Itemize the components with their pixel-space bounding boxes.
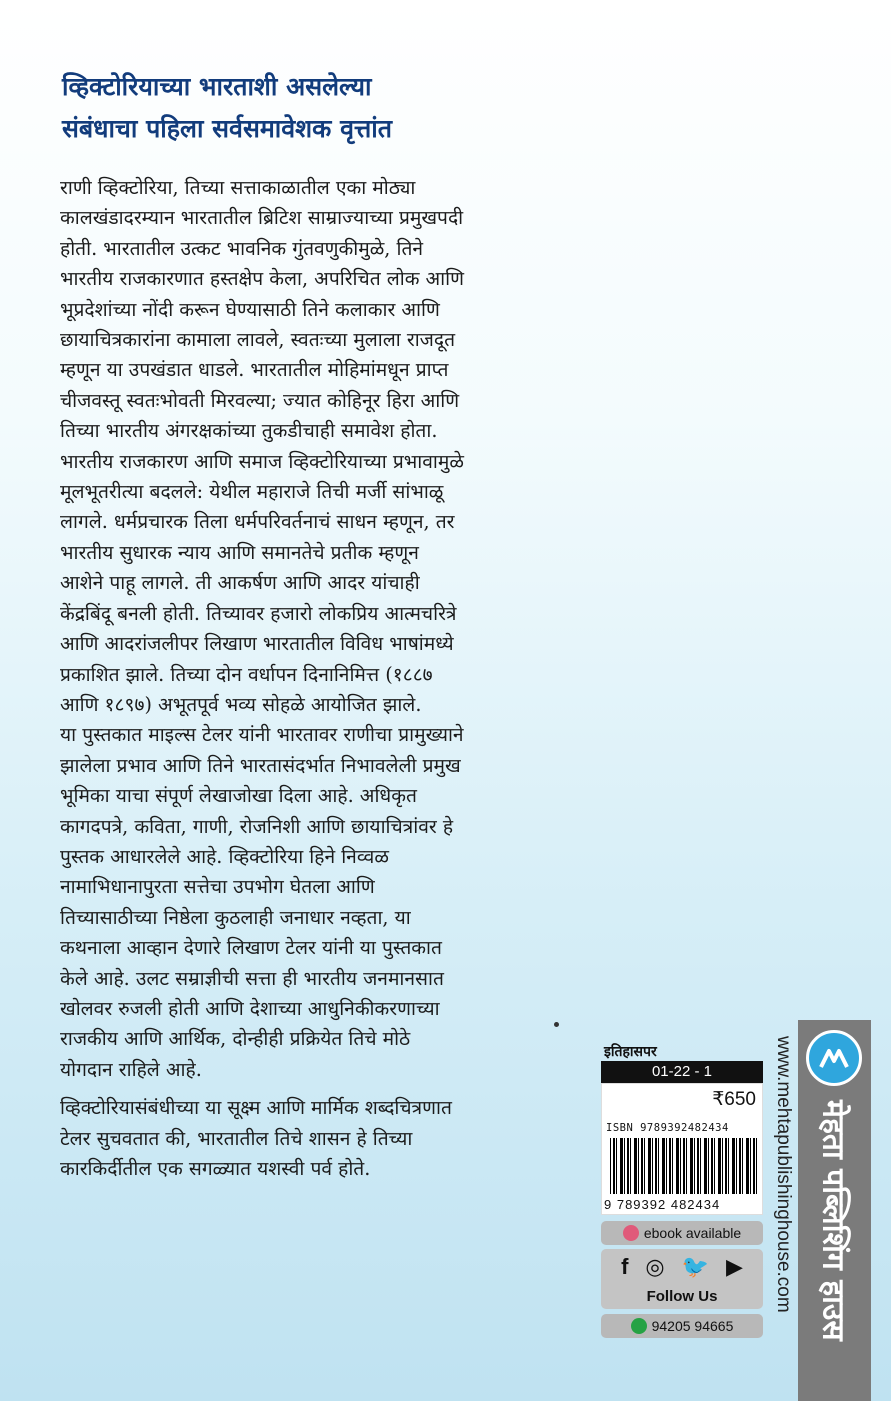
heading-line-1: व्हिक्टोरियाच्या भारताशी असलेल्या xyxy=(62,72,372,101)
closing-line: कारकिर्दीतील एक सगळ्यात यशस्वी पर्व होते. xyxy=(60,1157,371,1180)
blurb-body xyxy=(60,173,600,1184)
ebook-label: ebook available xyxy=(643,1225,742,1241)
price: ₹650 xyxy=(712,1089,756,1110)
body-line: खोलवर रुजली होती आणि देशाच्या आधुनिकीकरणाच्या xyxy=(60,996,440,1020)
closing-line: टेलर सुचवतात की, भारतातील तिचे शासन हे तिच्या xyxy=(60,1126,413,1150)
body-line: लागले. धर्मप्रचारक तिला धर्मपरिवर्तनाचं साधन म्हणून, तर xyxy=(60,510,455,534)
youtube-icon[interactable]: ▶ xyxy=(726,1255,743,1280)
ink-dot xyxy=(554,1022,559,1027)
barcode-number: 9 789392 482434 xyxy=(604,1197,721,1212)
instagram-icon[interactable]: ◎ xyxy=(645,1255,665,1280)
body-line: भूप्रदेशांच्या नोंदी करून घेण्यासाठी तिने कलाकार आणि xyxy=(60,297,440,321)
body-line: पुस्तक आधारलेले आहे. व्हिक्टोरिया हिने निव्वळ xyxy=(60,844,389,868)
genre-label: इतिहासपर xyxy=(604,1044,657,1060)
body-line: कथनाला आव्हान देणारे लिखाण टेलर यांनी या पुस्तकात xyxy=(60,936,442,960)
book-code: 01-22 - 1 xyxy=(601,1061,763,1083)
body-line: केले आहे. उलट सम्राज्ञीची सत्ता ही भारतीय जनमानसात xyxy=(60,966,444,990)
body-line: भूमिका याचा संपूर्ण लेखाजोखा दिला आहे. अधिकृत xyxy=(60,784,417,808)
social-block xyxy=(601,1249,763,1309)
publisher-name-text: मेहता पब्लिशिंग हाउस xyxy=(815,1100,850,1341)
body-line: आणि आदरांजलीपर लिखाण भारतातील विविध भाषांमध्ये xyxy=(60,632,454,656)
body-line: होती. भारतातील उत्कट भावनिक गुंतवणुकीमुळे, तिने xyxy=(60,236,424,260)
body-line: नामाभिधानापुरता सत्तेचा उपभोग घेतला आणि xyxy=(60,875,375,899)
body-line: कालखंडादरम्यान भारतातील ब्रिटिश साम्राज्याच्या प्रमुखपदी xyxy=(60,206,464,230)
body-line: प्रकाशित झाले. तिच्या दोन वर्धापन दिनानिमित्त (१८८७ xyxy=(60,662,433,686)
body-line: योगदान राहिले आहे. xyxy=(60,1057,202,1081)
whatsapp-icon xyxy=(631,1318,647,1334)
paragraph-gap xyxy=(60,1085,600,1093)
publisher-name xyxy=(798,1100,871,1400)
body-line: आशेने पाहू लागले. ती आकर्षण आणि आदर यांचाही xyxy=(60,571,420,595)
body-line: कागदपत्रे, कविता, गाणी, रोजनिशी आणि छायाचित्रांवर हे xyxy=(60,814,454,838)
barcode-icon xyxy=(610,1138,758,1194)
body-line: भारतीय सुधारक न्याय आणि समानतेचे प्रतीक म्हणून xyxy=(60,540,419,564)
website-url[interactable] xyxy=(770,1036,796,1336)
body-line: राजकीय आणि आर्थिक, दोन्हीही प्रक्रियेत तिचे मोठे xyxy=(60,1027,411,1051)
body-line: भारतीय राजकारण आणि समाज व्हिक्टोरियाच्या प्रभावामुळे xyxy=(60,449,464,473)
closing-line: व्हिक्टोरियासंबंधीच्या या सूक्ष्म आणि मार्मिक शब्दचित्रणात xyxy=(60,1096,452,1120)
phone-badge xyxy=(601,1314,763,1338)
body-line: झालेला प्रभाव आणि तिने भारतासंदर्भात निभावलेली प्रमुख xyxy=(60,753,461,777)
facebook-icon[interactable]: f xyxy=(621,1254,629,1279)
cloud-book-icon xyxy=(623,1225,639,1241)
body-line: या पुस्तकात माइल्स टेलर यांनी भारतावर राणीचा प्रामुख्याने xyxy=(60,723,464,747)
barcode-block xyxy=(601,1083,763,1215)
body-line: तिच्या भारतीय अंगरक्षकांच्या तुकडीचाही समावेश होता. xyxy=(60,419,438,443)
ebook-badge xyxy=(601,1221,763,1245)
body-line: तिच्यासाठीच्या निष्ठेला कुठलाही जनाधार नव्हता, या xyxy=(60,905,411,929)
heading-line-2: संबंधाचा पहिला सर्वसमावेशक वृत्तांत xyxy=(62,114,392,143)
body-line: म्हणून या उपखंडात धाडले. भारतातील मोहिमांमधून प्राप्त xyxy=(60,358,449,382)
phone-number: 94205 94665 xyxy=(651,1318,734,1334)
follow-us-label: Follow Us xyxy=(646,1288,718,1305)
body-line: आणि १८९७) अभूतपूर्व भव्य सोहळे आयोजित झाले. xyxy=(60,692,422,716)
body-line: चीजवस्तू स्वतःभोवती मिरवल्या; ज्यात कोहिनूर हिरा आणि xyxy=(60,388,460,412)
isbn-text: ISBN 9789392482434 xyxy=(606,1122,729,1134)
website-text[interactable]: www.mehtapublishinghouse.com xyxy=(773,1036,794,1313)
blurb-heading xyxy=(62,66,582,150)
body-line: भारतीय राजकारणात हस्तक्षेप केला, अपरिचित लोक आणि xyxy=(60,267,465,291)
twitter-icon[interactable]: 🐦 xyxy=(681,1255,709,1280)
mehta-logo-icon xyxy=(806,1030,862,1086)
body-line: केंद्रबिंदू बनली होती. तिच्यावर हजारो लोकप्रिय आत्मचरित्रे xyxy=(60,601,457,625)
body-line: मूलभूतरीत्या बदलले: येथील महाराजे तिची मर्जी सांभाळू xyxy=(60,480,444,504)
body-line: छायाचित्रकारांना कामाला लावले, स्वतःच्या मुलाला राजदूत xyxy=(60,328,456,352)
publisher-strip xyxy=(798,1020,871,1401)
body-line: राणी व्हिक्टोरिया, तिच्या सत्ताकाळातील एका मोठ्या xyxy=(60,176,416,199)
